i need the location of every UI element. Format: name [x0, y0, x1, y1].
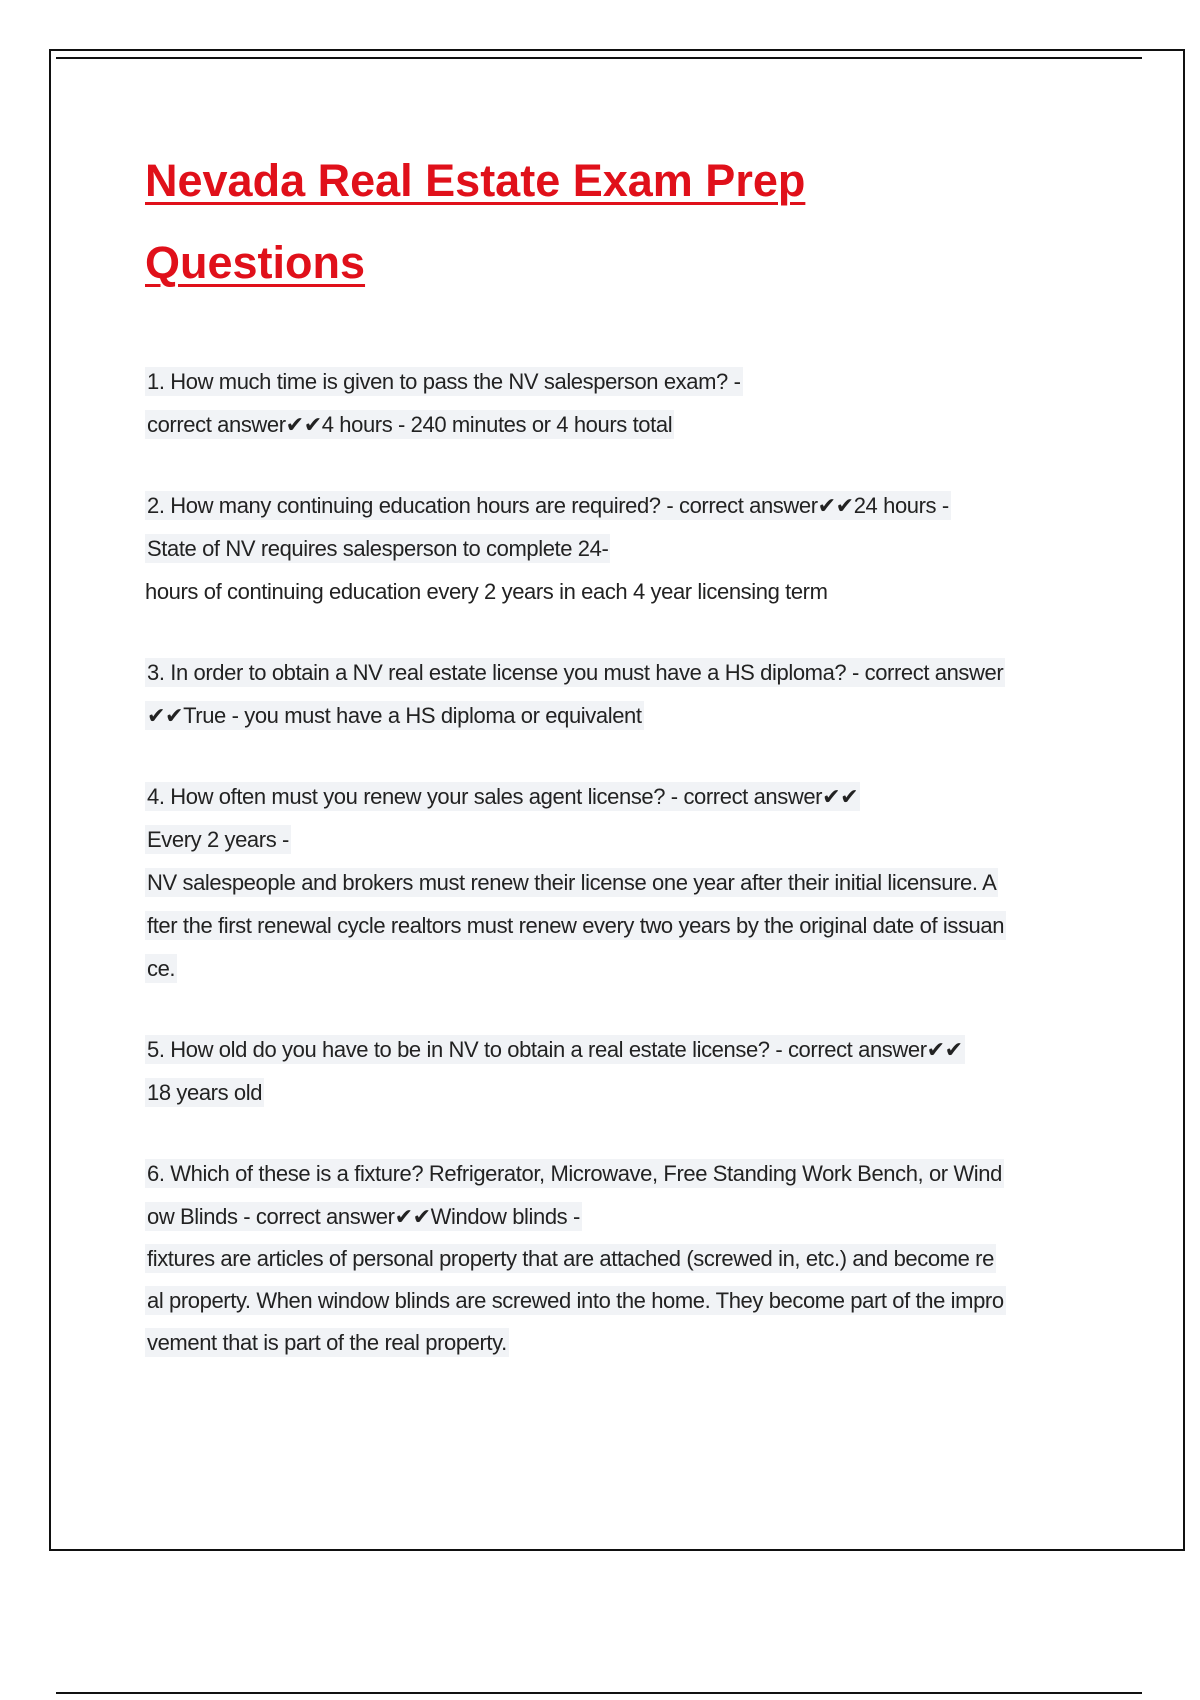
explanation-text: NV salespeople and brokers must renew their license one year after their initial licensure. A [147, 870, 997, 895]
answer-text: State of NV requires salesperson to complete 24- [147, 536, 609, 561]
explanation-text: hours of continuing education every 2 years in each 4 year licensing term [145, 579, 828, 604]
answer-text: ow Blinds - correct answer✔✔Window blinds - [147, 1204, 580, 1229]
title-line-1: Nevada Real Estate Exam Prep [145, 155, 806, 206]
top-rule [56, 57, 1142, 59]
question-item-5 [145, 1028, 1090, 1114]
question-item-2 [145, 484, 1090, 613]
answer-text: Every 2 years - [147, 827, 289, 852]
explanation-text: vement that is part of the real property. [147, 1330, 507, 1355]
explanation-text: al property. When window blinds are screwed into the home. They become part of the impro [147, 1288, 1004, 1313]
question-item-1 [145, 360, 1090, 446]
question-item-4 [145, 775, 1090, 990]
question-list [145, 360, 1090, 1364]
question-text: 1. How much time is given to pass the NV salesperson exam? - [147, 369, 741, 394]
explanation-text: ce. [147, 956, 176, 981]
title-line-2: Questions [145, 237, 366, 288]
explanation-text: fixtures are articles of personal property that are attached (screwed in, etc.) and become re [147, 1246, 994, 1271]
question-text: 2. How many continuing education hours are required? - correct answer✔✔24 hours - [147, 493, 949, 518]
document-title [145, 140, 1090, 304]
question-text: 4. How often must you renew your sales agent license? - correct answer✔✔ [147, 784, 859, 809]
answer-text: correct answer✔✔4 hours - 240 minutes or 4 hours total [147, 412, 673, 437]
answer-text: ✔✔True - you must have a HS diploma or equivalent [147, 703, 642, 728]
question-text: 6. Which of these is a fixture? Refrigerator, Microwave, Free Standing Work Bench, or Wind [147, 1161, 1002, 1186]
bottom-rule [56, 1692, 1142, 1694]
document-content [145, 140, 1090, 1364]
question-item-3 [145, 651, 1090, 737]
explanation-text: fter the first renewal cycle realtors must renew every two years by the original date of issuan [147, 913, 1005, 938]
question-text: 5. How old do you have to be in NV to obtain a real estate license? - correct answer✔✔ [147, 1037, 963, 1062]
question-item-6 [145, 1152, 1090, 1364]
question-text: 3. In order to obtain a NV real estate license you must have a HS diploma? - correct answer [147, 660, 1004, 685]
answer-text: 18 years old [147, 1080, 263, 1105]
